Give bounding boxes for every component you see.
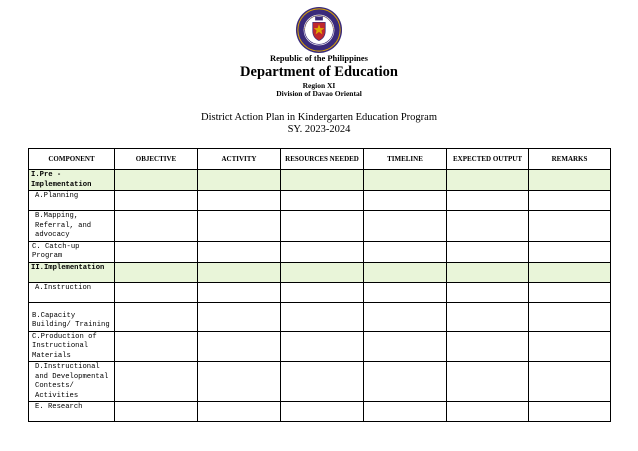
timeline-cell[interactable]	[364, 282, 447, 302]
remarks-cell[interactable]	[529, 302, 611, 331]
republic-heading: Republic of the Philippines	[269, 53, 368, 63]
objective-cell[interactable]	[115, 362, 198, 402]
objective-cell[interactable]	[115, 191, 198, 211]
school-year: SY. 2023-2024	[287, 124, 351, 135]
activity-cell[interactable]	[198, 211, 281, 242]
activity-cell[interactable]	[198, 282, 281, 302]
component-cell: D.Instructional and Developmental Contests/ Activities	[29, 362, 115, 402]
remarks-cell[interactable]	[529, 191, 611, 211]
component-cell: E. Research	[29, 402, 115, 422]
deped-seal-icon	[295, 6, 343, 54]
timeline-cell[interactable]	[364, 262, 447, 282]
table-header-row	[29, 149, 611, 170]
column-header-activity: ACTIVITY	[198, 149, 281, 170]
resources-cell[interactable]	[281, 362, 364, 402]
table-row	[29, 402, 611, 422]
remarks-cell[interactable]	[529, 170, 611, 191]
activity-cell[interactable]	[198, 170, 281, 191]
activity-cell[interactable]	[198, 191, 281, 211]
resources-cell[interactable]	[281, 191, 364, 211]
activity-cell[interactable]	[198, 241, 281, 262]
action-plan-table	[28, 148, 611, 422]
division-heading: Division of Davao Oriental	[276, 89, 362, 98]
component-cell: C.Production of Instructional Materials	[29, 331, 115, 362]
component-cell: A.Instruction	[29, 282, 115, 302]
activity-cell[interactable]	[198, 302, 281, 331]
expected-output-cell[interactable]	[447, 302, 529, 331]
objective-cell[interactable]	[115, 170, 198, 191]
timeline-cell[interactable]	[364, 170, 447, 191]
table-row	[29, 331, 611, 362]
remarks-cell[interactable]	[529, 211, 611, 242]
timeline-cell[interactable]	[364, 402, 447, 422]
expected-output-cell[interactable]	[447, 402, 529, 422]
table-row	[29, 302, 611, 331]
resources-cell[interactable]	[281, 331, 364, 362]
component-cell: I.Pre - Implementation	[29, 170, 115, 191]
column-header-timeline: TIMELINE	[364, 149, 447, 170]
resources-cell[interactable]	[281, 402, 364, 422]
table-row-section	[29, 262, 611, 282]
component-cell: B.Mapping, Referral, and advocacy	[29, 211, 115, 242]
expected-output-cell[interactable]	[447, 191, 529, 211]
table-row	[29, 211, 611, 242]
activity-cell[interactable]	[198, 362, 281, 402]
expected-output-cell[interactable]	[447, 211, 529, 242]
remarks-cell[interactable]	[529, 402, 611, 422]
timeline-cell[interactable]	[364, 331, 447, 362]
timeline-cell[interactable]	[364, 241, 447, 262]
objective-cell[interactable]	[115, 282, 198, 302]
objective-cell[interactable]	[115, 241, 198, 262]
component-cell: A.Planning	[29, 191, 115, 211]
resources-cell[interactable]	[281, 282, 364, 302]
remarks-cell[interactable]	[529, 282, 611, 302]
remarks-cell[interactable]	[529, 362, 611, 402]
resources-cell[interactable]	[281, 211, 364, 242]
expected-output-cell[interactable]	[447, 362, 529, 402]
column-header-component: COMPONENT	[29, 149, 115, 170]
component-cell: C. Catch-up Program	[29, 241, 115, 262]
expected-output-cell[interactable]	[447, 282, 529, 302]
remarks-cell[interactable]	[529, 241, 611, 262]
objective-cell[interactable]	[115, 402, 198, 422]
resources-cell[interactable]	[281, 170, 364, 191]
timeline-cell[interactable]	[364, 362, 447, 402]
plan-title: District Action Plan in Kindergarten Education Program	[200, 112, 437, 123]
timeline-cell[interactable]	[364, 211, 447, 242]
objective-cell[interactable]	[115, 211, 198, 242]
component-cell: II.Implementation	[29, 262, 115, 282]
column-header-objective: OBJECTIVE	[115, 149, 198, 170]
resources-cell[interactable]	[281, 241, 364, 262]
expected-output-cell[interactable]	[447, 262, 529, 282]
expected-output-cell[interactable]	[447, 241, 529, 262]
objective-cell[interactable]	[115, 331, 198, 362]
department-heading: Department of Education	[240, 64, 398, 80]
expected-output-cell[interactable]	[447, 170, 529, 191]
column-header-resources: RESOURCES NEEDED	[281, 149, 364, 170]
activity-cell[interactable]	[198, 262, 281, 282]
activity-cell[interactable]	[198, 331, 281, 362]
column-header-remarks: REMARKS	[529, 149, 611, 170]
table-row	[29, 282, 611, 302]
expected-output-cell[interactable]	[447, 331, 529, 362]
region-heading: Region XI	[302, 81, 336, 90]
table-row	[29, 241, 611, 262]
resources-cell[interactable]	[281, 262, 364, 282]
timeline-cell[interactable]	[364, 302, 447, 331]
timeline-cell[interactable]	[364, 191, 447, 211]
remarks-cell[interactable]	[529, 331, 611, 362]
column-header-expected-output: EXPECTED OUTPUT	[447, 149, 529, 170]
table-row-section	[29, 170, 611, 191]
resources-cell[interactable]	[281, 302, 364, 331]
remarks-cell[interactable]	[529, 262, 611, 282]
component-cell: B.Capacity Building/ Training	[29, 302, 115, 331]
objective-cell[interactable]	[115, 302, 198, 331]
objective-cell[interactable]	[115, 262, 198, 282]
activity-cell[interactable]	[198, 402, 281, 422]
table-row	[29, 362, 611, 402]
table-row	[29, 191, 611, 211]
